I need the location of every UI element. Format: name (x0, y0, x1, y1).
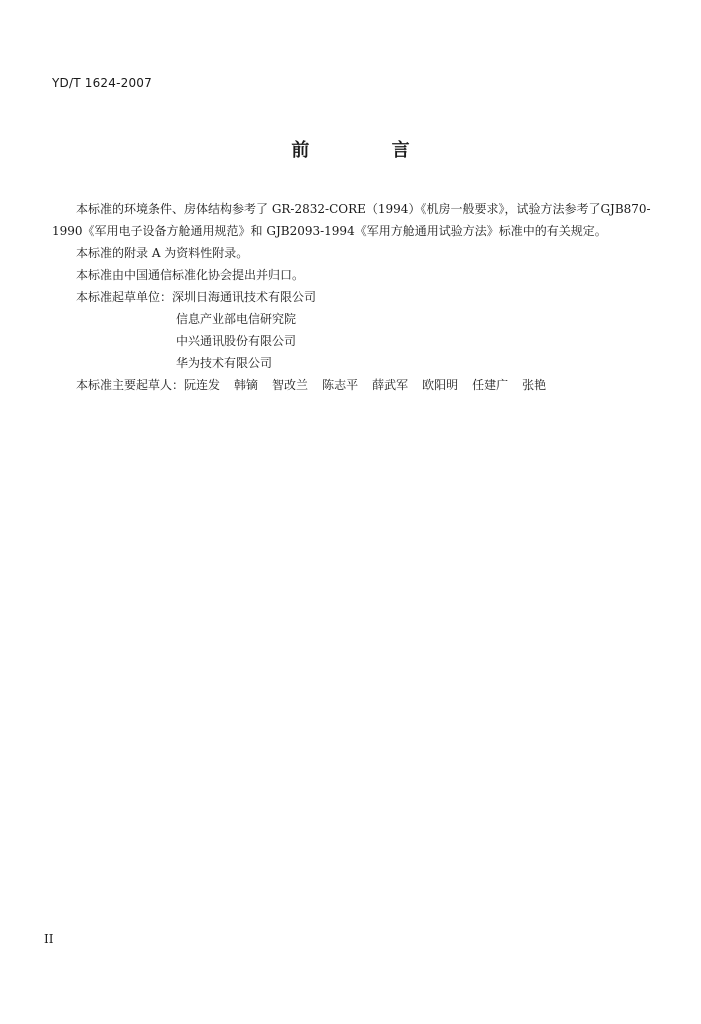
drafting-unit: 华为技术有限公司 (176, 356, 273, 370)
paragraph-appendix: 本标准的附录 A 为资料性附录。 (76, 246, 249, 260)
paragraph-proposer: 本标准由中国通信标准化协会提出并归口。 (76, 268, 305, 282)
drafting-units-list (52, 308, 652, 374)
drafter-name: 智改兰 (272, 378, 309, 392)
drafter-name: 张艳 (522, 378, 547, 392)
foreword-body (52, 198, 652, 396)
drafters-line (52, 374, 652, 396)
drafter-name: 韩镝 (234, 378, 259, 392)
page-title: 前 言 (291, 140, 448, 161)
drafting-unit: 信息产业部电信研究院 (176, 312, 297, 326)
drafter-name: 薛武军 (372, 378, 409, 392)
drafting-unit: 深圳日海通讯技术有限公司 (172, 290, 317, 304)
drafter-name: 欧阳明 (422, 378, 459, 392)
drafter-name: 任建广 (472, 378, 509, 392)
drafters-label: 本标准主要起草人： (76, 378, 185, 392)
drafting-units-label: 本标准起草单位： (76, 290, 173, 304)
drafter-name: 陈志平 (322, 378, 359, 392)
paragraph-references: 本标准的环境条件、房体结构参考了 GR-2832-CORE（1994）《机房一般要求》，试验方法参考了GJB870-1990《军用电子设备方舱通用规范》和 GJB2093-1994《军用方舱通用试验方法》标准中的有关规定。 (52, 202, 651, 238)
page-number: II (44, 932, 54, 946)
drafting-unit: 中兴通讯股份有限公司 (176, 334, 297, 348)
drafter-name: 阮连发 (184, 378, 221, 392)
drafting-units-first-line (52, 286, 652, 308)
standard-number: YD/T 1624-2007 (52, 76, 152, 90)
